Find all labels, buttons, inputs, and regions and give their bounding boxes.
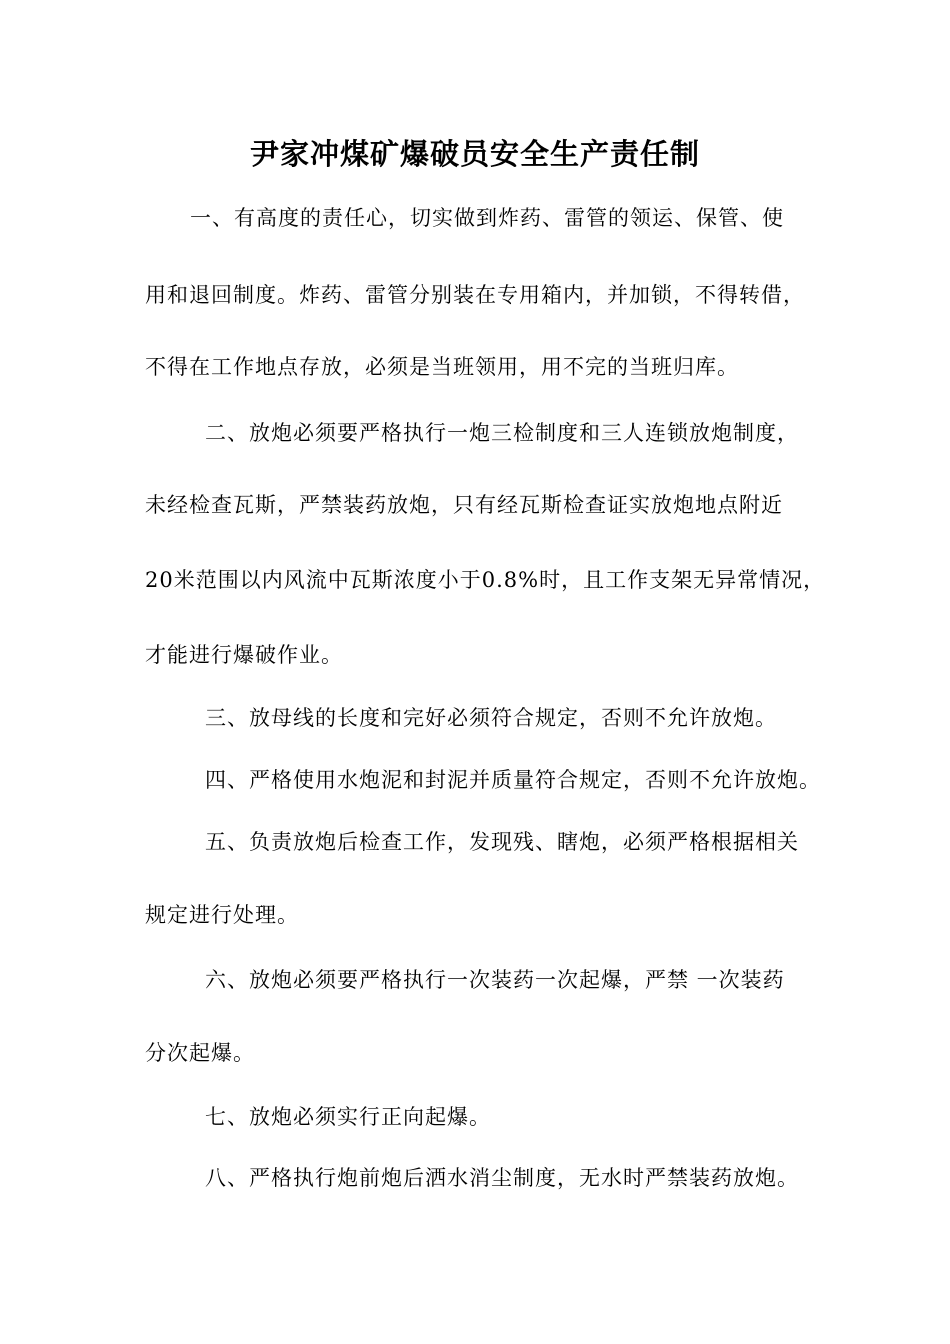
paragraph-1-line-2: 用和退回制度。炸药、雷管分别装在专用箱内，并加锁，不得转借， [145,283,805,307]
paragraph-4: 四、严格使用水炮泥和封泥并质量符合规定，否则不允许放炮。 [205,768,821,792]
document-title: 尹家冲煤矿爆破员安全生产责任制 [249,137,700,171]
paragraph-2-line-4: 才能进行爆破作业。 [145,643,343,667]
paragraph-1-line-1: 一、有高度的责任心，切实做到炸药、雷管的领运、保管、使 [190,206,784,230]
paragraph-2-line-2: 未经检查瓦斯，严禁装药放炮，只有经瓦斯检查证实放炮地点附近 [145,493,783,517]
paragraph-5-line-2: 规定进行处理。 [145,903,299,927]
paragraph-3: 三、放母线的长度和完好必须符合规定，否则不允许放炮。 [205,706,777,730]
paragraph-7: 七、放炮必须实行正向起爆。 [205,1105,491,1129]
paragraph-5-line-1: 五、负责放炮后检查工作，发现残、瞎炮，必须严格根据相关 [205,830,799,854]
paragraph-2-line-1: 二、放炮必须要严格执行一炮三检制度和三人连锁放炮制度， [205,421,799,445]
paragraph-8: 八、严格执行炮前炮后洒水消尘制度，无水时严禁装药放炮。 [205,1166,799,1190]
paragraph-6-line-1: 六、放炮必须要严格执行一次装药一次起爆，严禁 一次装药 [205,968,785,992]
paragraph-1-line-3: 不得在工作地点存放，必须是当班领用，用不完的当班归库。 [145,355,739,379]
paragraph-2-line-3: 20米范围以内风流中瓦斯浓度小于0.8%时，且工作支架无异常情况， [145,568,826,592]
paragraph-6-line-2: 分次起爆。 [145,1041,255,1065]
